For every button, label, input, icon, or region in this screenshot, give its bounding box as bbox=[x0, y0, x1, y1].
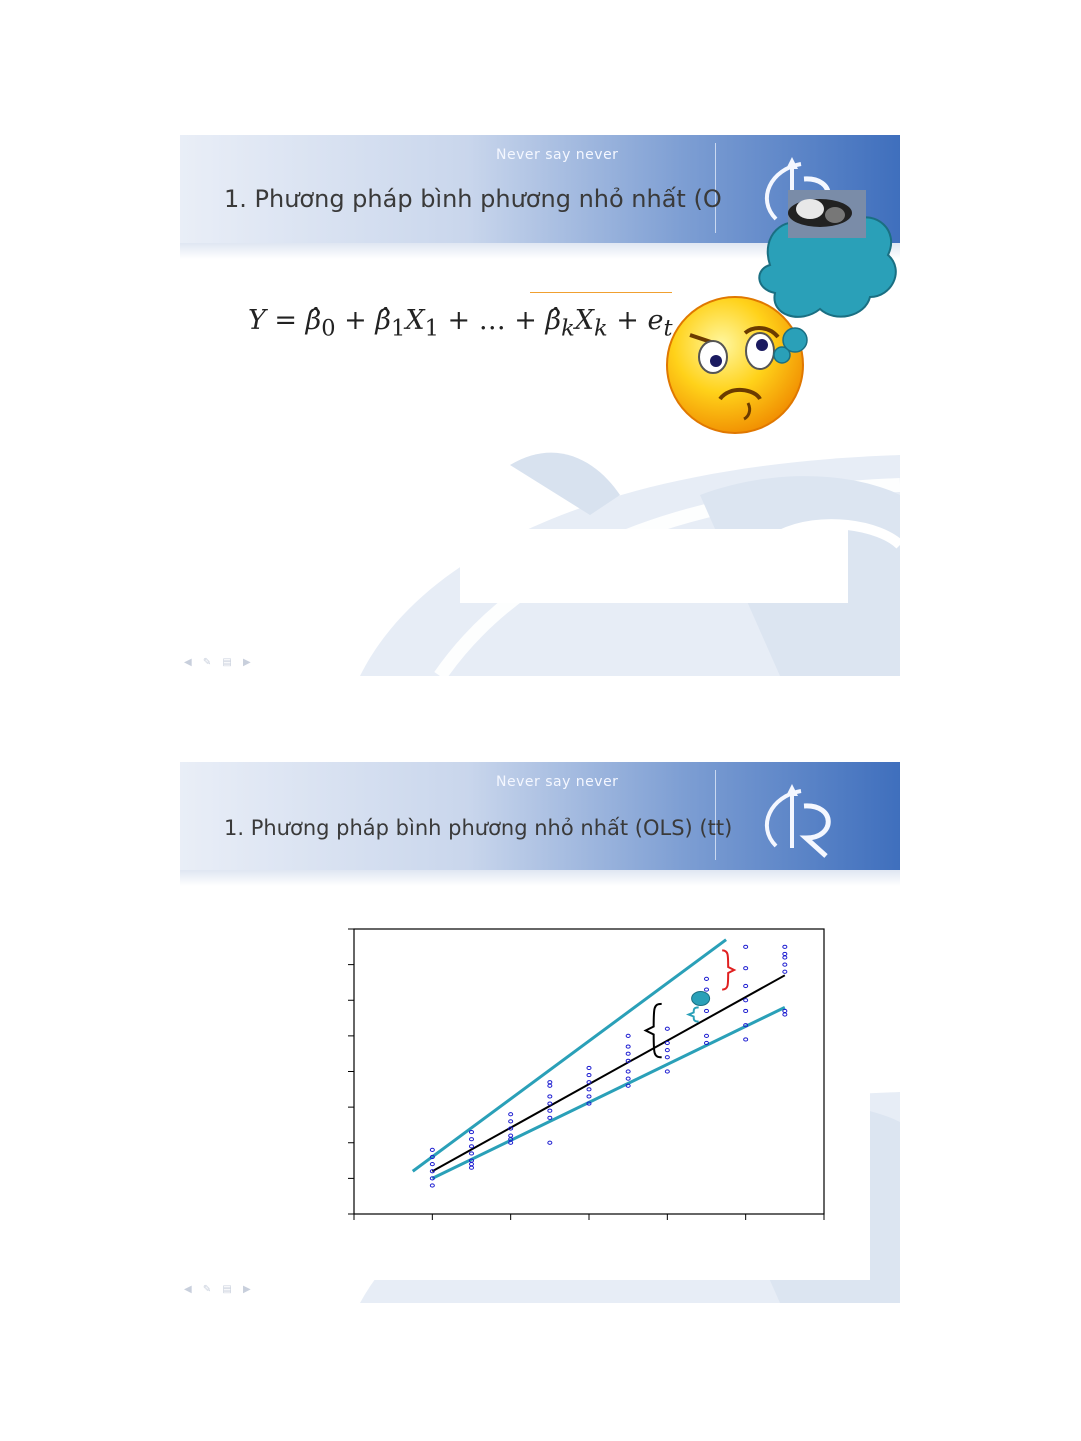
eq-sub: 1 bbox=[424, 315, 439, 342]
eq-sub: k bbox=[561, 315, 575, 342]
plot-frame bbox=[354, 929, 824, 1214]
data-point bbox=[705, 977, 709, 980]
data-point bbox=[665, 1070, 669, 1073]
data-point bbox=[705, 1041, 709, 1044]
data-point bbox=[705, 988, 709, 991]
data-point bbox=[470, 1163, 474, 1166]
data-point bbox=[548, 1109, 552, 1112]
data-point bbox=[548, 1081, 552, 1084]
data-point bbox=[548, 1141, 552, 1144]
slide-1 bbox=[180, 135, 900, 676]
nav-icons: ◀ ✎ ▤ ▶ bbox=[184, 1284, 255, 1295]
data-point bbox=[587, 1066, 591, 1069]
eq-sub: t bbox=[663, 315, 673, 342]
eq-x: X bbox=[405, 305, 425, 336]
data-point bbox=[430, 1148, 434, 1151]
data-point bbox=[665, 1027, 669, 1030]
data-point bbox=[587, 1073, 591, 1076]
data-point bbox=[470, 1138, 474, 1141]
regression-equation: $Y = \betâ_0$ + $\betâ_1X_1$ + … + $\betâ_kX_k + e_t$ bbox=[248, 305, 673, 342]
data-point bbox=[470, 1145, 474, 1148]
data-point bbox=[470, 1152, 474, 1155]
eq-beta-hat: β̂ bbox=[545, 305, 562, 336]
data-point bbox=[783, 963, 787, 966]
data-point bbox=[509, 1113, 513, 1116]
data-point bbox=[626, 1084, 630, 1087]
data-point bbox=[509, 1120, 513, 1123]
nav-icons: ◀ ✎ ▤ ▶ bbox=[184, 657, 255, 668]
slide-motto: Never say never bbox=[496, 774, 619, 790]
teal-brace bbox=[689, 1007, 699, 1021]
teal-bubble bbox=[692, 991, 710, 1005]
data-point bbox=[548, 1095, 552, 1098]
data-point bbox=[626, 1052, 630, 1055]
red-brace bbox=[722, 950, 734, 989]
data-point bbox=[783, 1013, 787, 1016]
regression-line bbox=[432, 975, 785, 1171]
data-point bbox=[548, 1084, 552, 1087]
data-point bbox=[783, 1009, 787, 1012]
data-point bbox=[783, 970, 787, 973]
data-point bbox=[626, 1045, 630, 1048]
eq-sub: 0 bbox=[321, 315, 336, 342]
data-point bbox=[783, 952, 787, 955]
eq-sub: k bbox=[594, 315, 608, 342]
data-point bbox=[744, 945, 748, 948]
eq-e: e bbox=[647, 305, 664, 336]
data-point bbox=[665, 1049, 669, 1052]
data-point bbox=[705, 1009, 709, 1012]
slide-title: 1. Phương pháp bình phương nhỏ nhất (O bbox=[224, 185, 722, 213]
data-point bbox=[587, 1081, 591, 1084]
data-point bbox=[587, 1088, 591, 1091]
data-point bbox=[509, 1141, 513, 1144]
data-point bbox=[744, 1009, 748, 1012]
data-point bbox=[430, 1184, 434, 1187]
data-point bbox=[783, 945, 787, 948]
slide-title: 1. Phương pháp bình phương nhỏ nhất (OLS) (tt) bbox=[224, 816, 733, 840]
black-brace bbox=[646, 1004, 662, 1057]
data-point bbox=[470, 1166, 474, 1169]
thinking-face-icon bbox=[660, 185, 900, 445]
data-point bbox=[587, 1095, 591, 1098]
ols-scatter-chart bbox=[180, 762, 900, 1303]
data-point bbox=[430, 1163, 434, 1166]
data-point bbox=[626, 1034, 630, 1037]
data-point bbox=[470, 1130, 474, 1133]
orange-rule bbox=[530, 292, 672, 293]
eq-beta-hat: β̂ bbox=[375, 305, 391, 336]
data-point bbox=[744, 984, 748, 987]
eq-sub: 1 bbox=[391, 315, 406, 342]
data-point bbox=[626, 1077, 630, 1080]
data-point bbox=[509, 1134, 513, 1137]
lower-line bbox=[432, 1007, 785, 1178]
data-point bbox=[744, 967, 748, 970]
eq-lhs: Y bbox=[248, 305, 266, 336]
data-point bbox=[548, 1102, 552, 1105]
eq-x: X bbox=[574, 305, 594, 336]
data-point bbox=[665, 1056, 669, 1059]
data-point bbox=[548, 1116, 552, 1119]
data-point bbox=[744, 999, 748, 1002]
upper-line bbox=[413, 940, 726, 1172]
data-point bbox=[744, 1038, 748, 1041]
blank-textbox bbox=[460, 529, 848, 603]
data-point bbox=[705, 1034, 709, 1037]
eq-ellipsis: … bbox=[478, 305, 506, 336]
slide-motto: Never say never bbox=[496, 147, 619, 163]
data-point bbox=[783, 956, 787, 959]
data-point bbox=[665, 1041, 669, 1044]
data-point bbox=[626, 1070, 630, 1073]
eq-beta-hat: β̂ bbox=[305, 305, 322, 336]
slide-2 bbox=[180, 762, 900, 1303]
